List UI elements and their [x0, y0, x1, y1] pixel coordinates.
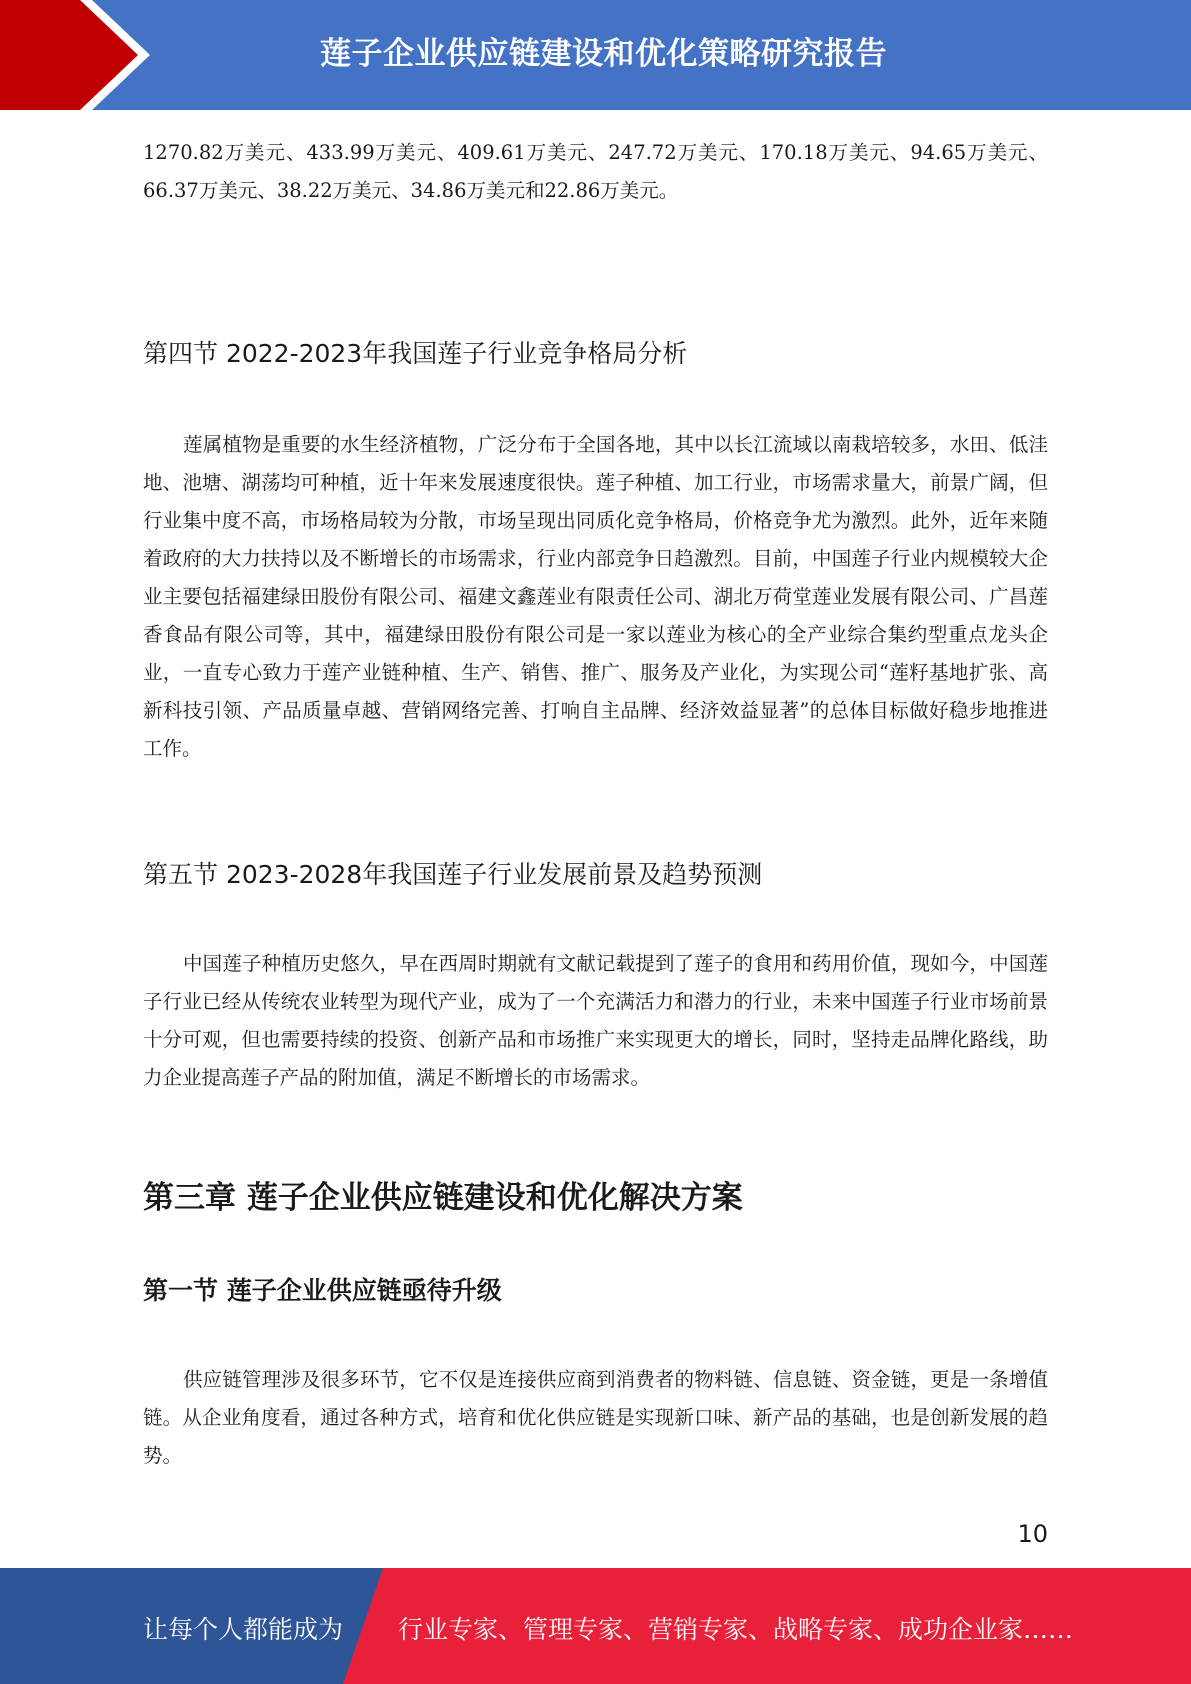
footer-slogan-right: 行业专家、管理专家、营销专家、战略专家、成功企业家……: [398, 1615, 1074, 1644]
page-footer: [0, 1568, 1191, 1684]
section-4-title: 第四节 2022-2023年我国莲子行业竞争格局分析: [143, 339, 688, 368]
section-4-paragraph: 莲属植物是重要的水生经济植物，广泛分布于全国各地，其中以长江流域以南栽培较多，水田、低洼地、池塘、湖荡均可种植，近十年来发展速度很快。莲子种植、加工行业，市场需求量大，前景广阔，但行业集中度不高，市场格局较为分散，市场呈现出同质化竞争格局，价格竞争尤为激烈。此外，近年来随着政府的大力扶持以及不断增长的市场需求，行业内部竞争日趋激烈。目前，中国莲子行业内规模较大企业主要包括福建绿田股份有限公司、福建文鑫莲业有限责任公司、湖北万荷堂莲业发展有限公司、广昌莲香食品有限公司等，其中，福建绿田股份有限公司是一家以莲业为核心的全产业综合集约型重点龙头企业，一直专心致力于莲产业链种植、生产、销售、推广、服务及产业化，为实现公司“莲籽基地扩张、高新科技引领、产品质量卓越、营销网络完善、打响自主品牌、经济效益显著”的总体目标做好稳步地推进工作。: [143, 433, 1048, 760]
intro-paragraph: 1270.82万美元、433.99万美元、409.61万美元、247.72万美元、170.18万美元、94.65万美元、66.37万美元、38.22万美元、34.86万美元和22.86万美元。: [143, 141, 1048, 202]
chapter-3-section-1-paragraph: 供应链管理涉及很多环节，它不仅是连接供应商到消费者的物料链、信息链、资金链，更是一条增值链。从企业角度看，通过各种方式，培育和优化供应链是实现新口味、新产品的基础，也是创新发展的趋势。: [143, 1368, 1048, 1467]
chapter-3-title: 第三章 莲子企业供应链建设和优化解决方案: [143, 1180, 743, 1216]
footer-slogan-left: 让每个人都能成为: [143, 1615, 344, 1644]
page-number: 10: [1017, 1520, 1048, 1548]
chapter-3-section-1-title: 第一节 莲子企业供应链亟待升级: [143, 1276, 502, 1305]
page-header: [0, 0, 1191, 110]
section-5-paragraph: 中国莲子种植历史悠久，早在西周时期就有文献记载提到了莲子的食用和药用价值，现如今，中国莲子行业已经从传统农业转型为现代产业，成为了一个充满活力和潜力的行业，未来中国莲子行业市场前景十分可观，但也需要持续的投资、创新产品和市场推广来实现更大的增长，同时，坚持走品牌化路线，助力企业提高莲子产品的附加值，满足不断增长的市场需求。: [143, 952, 1048, 1089]
report-title: 莲子企业供应链建设和优化策略研究报告: [320, 36, 887, 72]
section-5-title: 第五节 2023-2028年我国莲子行业发展前景及趋势预测: [143, 860, 763, 889]
